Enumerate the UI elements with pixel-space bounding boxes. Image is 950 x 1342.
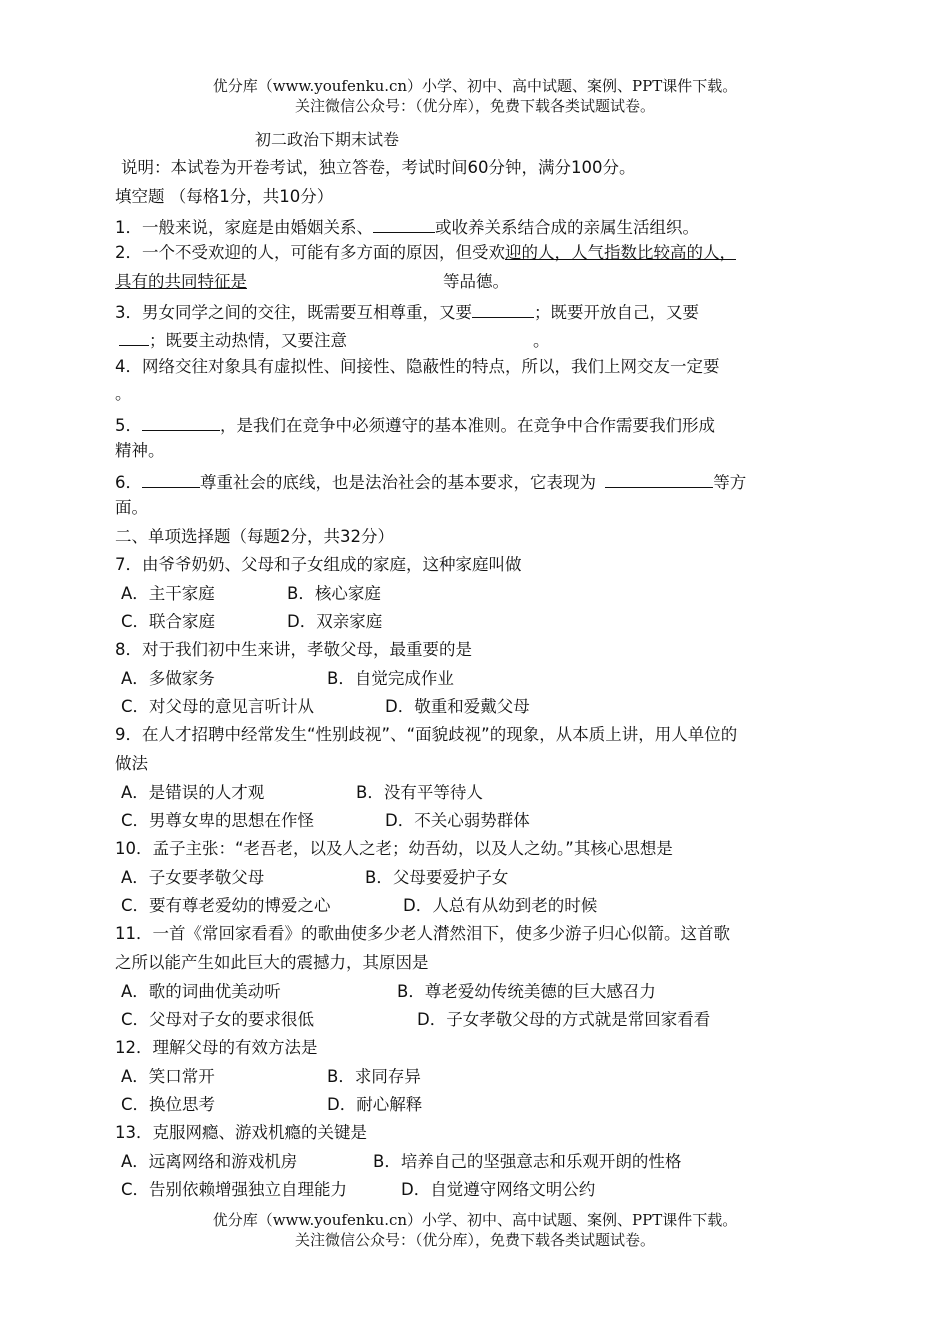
question-6-cont: 面。: [115, 498, 148, 517]
question-9-option-c: C．男尊女卑的思想在作怪: [121, 811, 315, 830]
footer-line-1: 优分库（www.youfenku.cn）小学、初中、高中试题、案例、PPT课件下载。: [212, 1211, 738, 1229]
question-11-option-c: C．父母对子女的要求很低: [121, 1010, 315, 1029]
question-11-option-a: A．歌的词曲优美动听: [121, 982, 281, 1001]
question-10-stem: 10．孟子主张：“老吾老，以及人之老；幼吾幼，以及人之幼。”其核心思想是: [115, 839, 673, 858]
question-2-cont: 具有的共同特征是 等品德。: [115, 272, 509, 291]
question-11-stem-cont: 之所以能产生如此巨大的震撼力，其原因是: [115, 953, 429, 972]
question-5-cont: 精神。: [115, 441, 165, 460]
question-1: 1．一般来说，家庭是由婚姻关系、 或收养关系结合成的亲属生活组织。: [115, 215, 699, 238]
question-8-option-b: B．自觉完成作业: [327, 669, 454, 688]
question-12-option-d: D．耐心解释: [327, 1095, 423, 1114]
question-7-option-c: C．联合家庭: [121, 612, 216, 631]
question-13-option-a: A．远离网络和游戏机房: [121, 1152, 298, 1171]
question-7-option-a: A．主干家庭: [121, 584, 215, 603]
question-11-option-d: D．子女孝敬父母的方式就是常回家看看: [417, 1010, 711, 1029]
answer-blank: [373, 215, 435, 233]
question-12-stem: 12．理解父母的有效方法是: [115, 1038, 318, 1057]
question-4-cont: 。: [115, 384, 132, 403]
question-13-option-d: D．自觉遵守网络文明公约: [401, 1180, 596, 1199]
question-13-stem: 13．克服网瘾、游戏机瘾的关键是: [115, 1123, 367, 1142]
question-11-option-b: B．尊老爱幼传统美德的巨大感召力: [397, 982, 656, 1001]
question-8-stem: 8．对于我们初中生来讲，孝敬父母，最重要的是: [115, 640, 472, 659]
question-9-option-b: B．没有平等待人: [356, 783, 483, 802]
question-11-stem: 11．一首《常回家看看》的歌曲使多少老人潸然泪下，使多少游子归心似箭。这首歌: [115, 924, 730, 943]
answer-blank: [472, 300, 534, 318]
question-9-stem: 9．在人才招聘中经常发生“性别歧视”、“面貌歧视”的现象，从本质上讲，用人单位的: [115, 725, 738, 744]
question-7-option-d: D．双亲家庭: [287, 612, 383, 631]
question-9-option-d: D．不关心弱势群体: [385, 811, 530, 830]
question-13-option-c: C．告别依赖增强独立自理能力: [121, 1180, 348, 1199]
question-7-stem: 7．由爷爷奶奶、父母和子女组成的家庭，这种家庭叫做: [115, 555, 522, 574]
page-footer: [0, 1210, 950, 1250]
question-9-stem-cont: 做法: [115, 754, 148, 773]
answer-blank: [119, 328, 149, 346]
question-10-option-c: C．要有尊老爱幼的博爱之心: [121, 896, 331, 915]
question-12-option-a: A．笑口常开: [121, 1067, 215, 1086]
answer-blank: [142, 470, 200, 488]
question-12-option-c: C．换位思考: [121, 1095, 216, 1114]
question-6: 6． 尊重社会的底线，也是法治社会的基本要求，它表现为 等方: [115, 470, 746, 493]
question-8-option-d: D．敬重和爱戴父母: [385, 697, 530, 716]
question-3-cont: ；既要主动热情，又要注意 。: [119, 328, 550, 351]
question-9-option-a: A．是错误的人才观: [121, 783, 265, 802]
question-13-option-b: B．培养自己的坚强意志和乐观开朗的性格: [373, 1152, 682, 1171]
exam-instructions: 说明：本试卷为开卷考试，独立答卷，考试时间60分钟，满分100分。: [121, 158, 636, 177]
question-5: 5． ，是我们在竞争中必须遵守的基本准则。在竞争中合作需要我们形成: [115, 413, 715, 436]
question-2: 2．一个不受欢迎的人，可能有多方面的原因，但受欢迎的人，人气指数比较高的人，: [115, 243, 736, 262]
question-12-option-b: B．求同存异: [327, 1067, 421, 1086]
answer-blank: [142, 413, 220, 431]
header-line-2: 关注微信公众号：（优分库），免费下载各类试题试卷。: [294, 97, 655, 115]
page-header: [0, 76, 950, 116]
section1-heading: 填空题 （每格1分，共10分）: [115, 187, 334, 206]
question-4: 4．网络交往对象具有虚拟性、间接性、隐蔽性的特点，所以，我们上网交友一定要: [115, 357, 720, 376]
question-3: 3．男女同学之间的交往，既需要互相尊重，又要 ；既要开放自己，又要: [115, 300, 699, 323]
question-10-option-d: D．人总有从幼到老的时候: [403, 896, 598, 915]
question-10-option-b: B．父母要爱护子女: [365, 868, 509, 887]
question-8-option-c: C．对父母的意见言听计从: [121, 697, 315, 716]
question-10-option-a: A．子女要孝敬父母: [121, 868, 265, 887]
question-8-option-a: A．多做家务: [121, 669, 215, 688]
answer-blank: [605, 470, 713, 488]
exam-title: 初二政治下期末试卷: [255, 130, 400, 149]
footer-line-2: 关注微信公众号：（优分库），免费下载各类试题试卷。: [294, 1231, 655, 1249]
header-line-1: 优分库（www.youfenku.cn）小学、初中、高中试题、案例、PPT课件下载。: [212, 77, 738, 95]
question-7-option-b: B．核心家庭: [287, 584, 381, 603]
section2-heading: 二、单项选择题（每题2分，共32分）: [115, 527, 394, 546]
